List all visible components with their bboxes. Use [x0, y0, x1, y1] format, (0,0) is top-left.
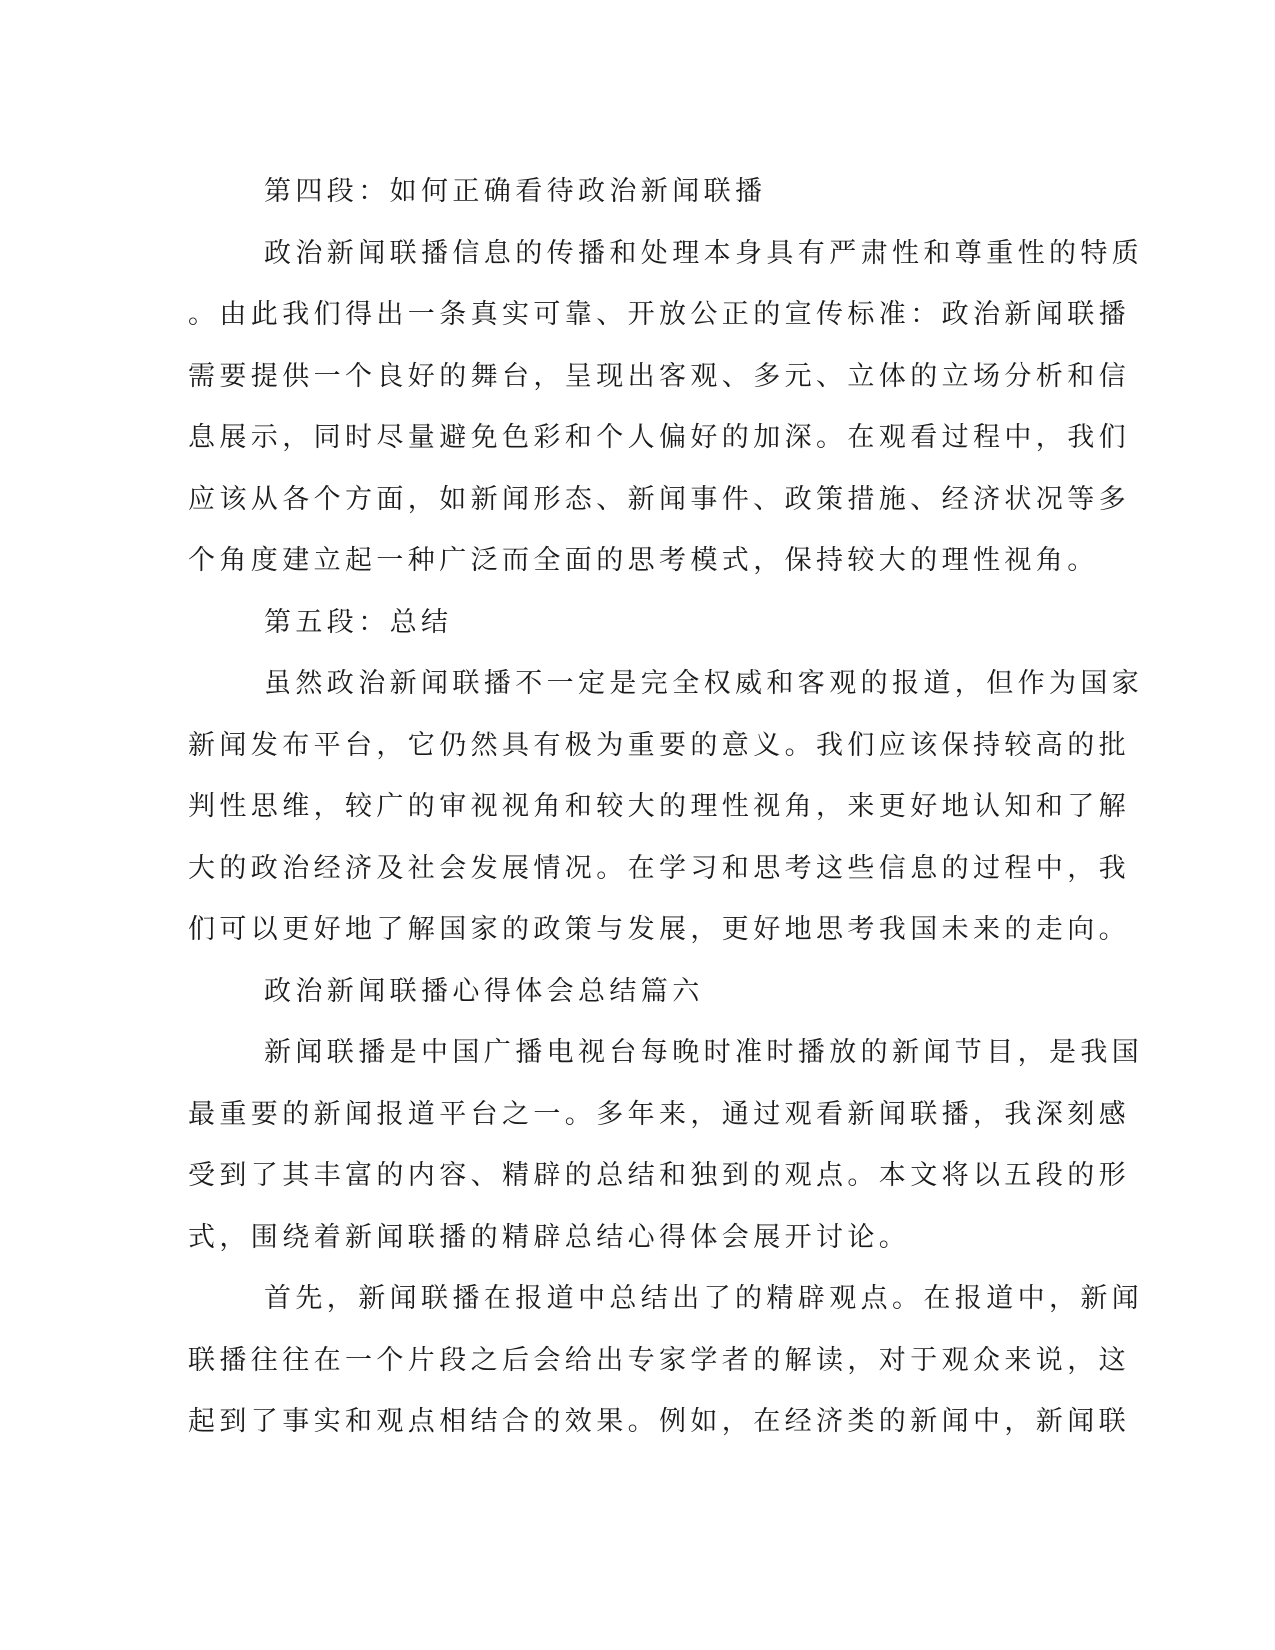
- paragraph-line: 虽然政治新闻联播不一定是完全权威和客观的报道，但作为国家: [264, 668, 1144, 699]
- paragraph-line: 个角度建立起一种广泛而全面的思考模式，保持较大的理性视角。: [188, 545, 1099, 576]
- document-body: [188, 161, 1144, 1453]
- article-title-part-six: 政治新闻联播心得体会总结篇六: [264, 975, 704, 1007]
- paragraph-line: 新闻联播是中国广播电视台每晚时准时播放的新闻节目，是我国: [264, 1037, 1144, 1068]
- paragraph-line: 大的政治经济及社会发展情况。在学习和思考这些信息的过程中，我: [188, 852, 1130, 884]
- paragraph-line: 需要提供一个良好的舞台，呈现出客观、多元、立体的立场分析和信: [188, 360, 1130, 392]
- paragraph-line: 受到了其丰富的内容、精辟的总结和独到的观点。本文将以五段的形: [188, 1160, 1130, 1191]
- paragraph-line: 政治新闻联播信息的传播和处理本身具有严肃性和尊重性的特质: [264, 237, 1144, 269]
- paragraph-line: 息展示，同时尽量避免色彩和个人偏好的加深。在观看过程中，我们: [188, 422, 1130, 453]
- paragraph-line: 们可以更好地了解国家的政策与发展，更好地思考我国未来的走向。: [188, 914, 1130, 945]
- section-heading-part-four: 第四段：如何正确看待政治新闻联播: [264, 176, 767, 207]
- paragraph-line: 首先，新闻联播在报道中总结出了的精辟观点。在报道中，新闻: [264, 1283, 1144, 1314]
- section-heading-part-five: 第五段：总结: [264, 606, 453, 638]
- paragraph-line: 应该从各个方面，如新闻形态、新闻事件、政策措施、经济状况等多: [188, 483, 1130, 515]
- paragraph-line: 最重要的新闻报道平台之一。多年来，通过观看新闻联播，我深刻感: [188, 1098, 1130, 1130]
- paragraph-line: 联播往往在一个片段之后会给出专家学者的解读，对于观众来说，这: [188, 1344, 1130, 1376]
- paragraph-line: 新闻发布平台，它仍然具有极为重要的意义。我们应该保持较高的批: [188, 729, 1130, 761]
- paragraph-line: 判性思维，较广的审视视角和较大的理性视角，来更好地认知和了解: [188, 791, 1130, 822]
- paragraph-line: 起到了事实和观点相结合的效果。例如，在经济类的新闻中，新闻联: [188, 1406, 1130, 1437]
- paragraph-line: 式，围绕着新闻联播的精辟总结心得体会展开讨论。: [188, 1221, 911, 1253]
- paragraph-line: 。由此我们得出一条真实可靠、开放公正的宣传标准：政治新闻联播: [188, 299, 1130, 330]
